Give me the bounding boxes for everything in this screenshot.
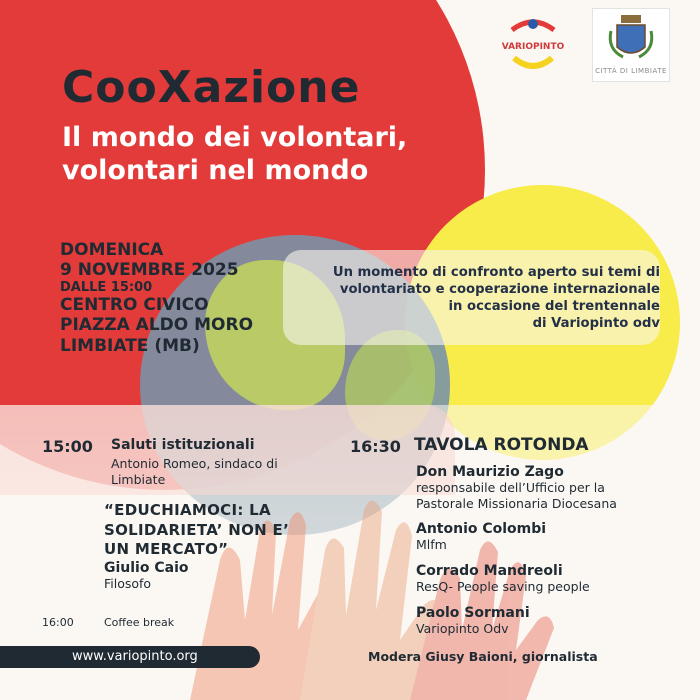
program-time: 15:00 bbox=[42, 437, 93, 456]
panelist-desc: Mlfm bbox=[416, 537, 447, 552]
event-place: PIAZZA ALDO MORO bbox=[60, 315, 254, 336]
speaker-name: Giulio Caio bbox=[104, 559, 189, 576]
speech-title: UN MERCATO” bbox=[104, 540, 229, 558]
intro-line: Un momento di confronto aperto sui temi di bbox=[332, 265, 660, 280]
speech-title: SOLIDARIETA’ NON E’ bbox=[104, 520, 290, 539]
moderator-text: Modera Giusy Baioni, giornalista bbox=[368, 649, 598, 664]
program-item-desc: Antonio Romeo, sindaco di bbox=[111, 456, 278, 471]
event-place: CENTRO CIVICO bbox=[60, 295, 209, 316]
event-subtitle bbox=[62, 122, 482, 188]
panelist-name: Corrado Mandreoli bbox=[416, 563, 563, 579]
variopinto-logo bbox=[498, 12, 568, 74]
panelist-name: Paolo Sormani bbox=[416, 605, 530, 621]
city-limbiate-logo bbox=[592, 8, 670, 82]
program-item-title: Saluti istituzionali bbox=[111, 437, 255, 453]
panelist bbox=[416, 563, 590, 595]
event-intro bbox=[298, 264, 660, 333]
variopinto-logo-text: VARIOPINTO bbox=[501, 42, 565, 52]
event-place: LIMBIATE (MB) bbox=[60, 335, 200, 356]
intro-line: volontariato e cooperazione internazionale bbox=[339, 282, 660, 298]
program-item-desc: Limbiate bbox=[111, 472, 166, 488]
speaker-role: Filosofo bbox=[104, 575, 152, 591]
program-item-speech bbox=[104, 501, 289, 592]
round-table-title: TAVOLA ROTONDA bbox=[414, 435, 589, 455]
panelist-name: Don Maurizio Zago bbox=[416, 464, 564, 480]
program-time: 16:30 bbox=[350, 437, 401, 456]
program-item-greetings bbox=[111, 437, 278, 489]
panelist bbox=[416, 605, 530, 637]
event-day: DOMENICA bbox=[60, 240, 164, 260]
panelist-desc: Variopinto Odv bbox=[416, 621, 509, 636]
panelist-desc: responsabile dell’Ufficio per la bbox=[416, 480, 605, 495]
program-time: 16:00 bbox=[42, 616, 74, 629]
speech-title: “EDUCHIAMOCI: LA bbox=[104, 501, 271, 519]
intro-line: in occasione del trentennale bbox=[448, 299, 660, 315]
subtitle-line: volontari nel mondo bbox=[62, 154, 369, 186]
subtitle-line: Il mondo dei volontari, bbox=[62, 122, 408, 153]
panelist bbox=[416, 521, 546, 553]
city-crest-icon bbox=[593, 9, 669, 67]
panelist-name: Antonio Colombi bbox=[416, 521, 547, 537]
panelist-desc: Pastorale Missionaria Diocesana bbox=[416, 496, 617, 512]
event-title: CooXazione bbox=[62, 62, 361, 113]
coffee-break-label: Coffee break bbox=[104, 616, 175, 629]
event-time: DALLE 15:00 bbox=[60, 280, 153, 296]
event-date: 9 NOVEMBRE 2025 bbox=[60, 260, 239, 281]
intro-line: di Variopinto odv bbox=[532, 316, 660, 332]
city-logo-text: CITTÀ DI LIMBIATE bbox=[595, 67, 667, 75]
panelist bbox=[416, 464, 617, 513]
panelist-desc: ResQ- People saving people bbox=[416, 579, 590, 594]
website-link[interactable]: www.variopinto.org bbox=[72, 649, 198, 664]
event-details bbox=[60, 240, 253, 356]
